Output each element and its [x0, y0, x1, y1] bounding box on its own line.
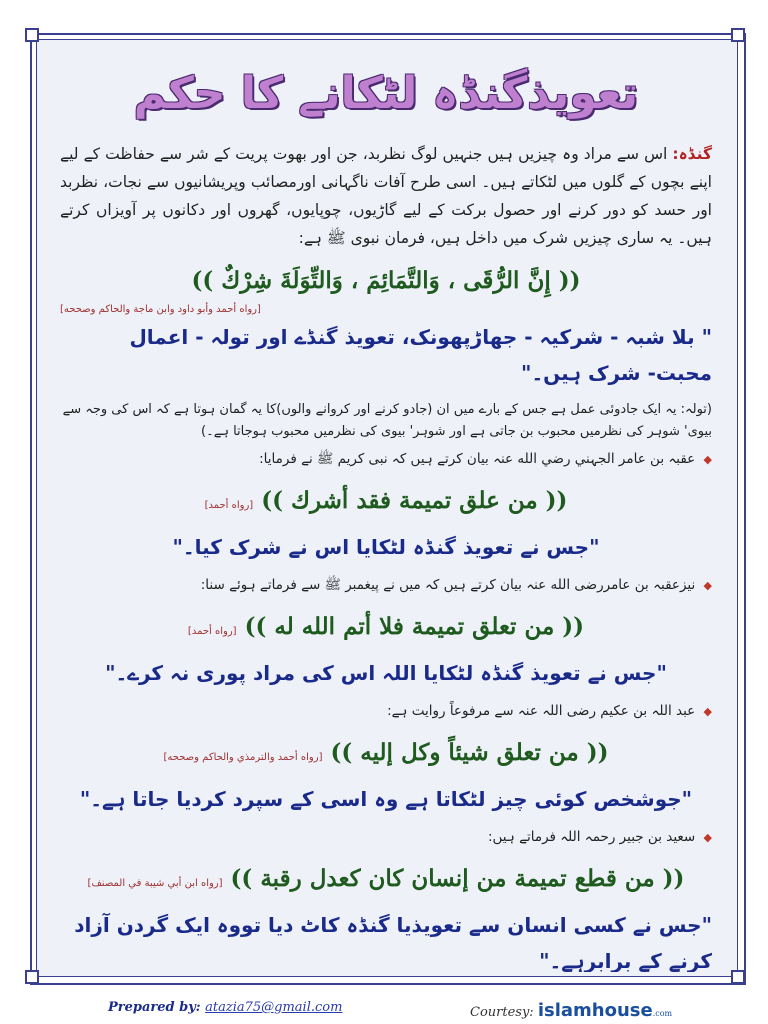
hadith-3 [60, 610, 712, 649]
narration-3 [60, 699, 712, 724]
narration-2-text: نیزعقبہ بن عامررضی الله عنہ بیان کرتے ہیں کہ میں نے پیغمبر ﷺ سے فرماتے ہوئے سنا: [200, 577, 696, 593]
translation-1: " بلا شبہ - شرکیہ - جھاڑپھونک، تعویذ گنڈے اور تولہ - اعمال محبت- شرک ہیں۔" [129, 325, 712, 385]
note-tawlah: (تولہ: یہ ایک جادوئی عمل ہے جس کے بارے میں ان (جادو کرنے اور کروانے والوں)کا یہ گمان ہوتا ہے کہ اس کی وجہ سے بیوی' شوہر کی نظرمیں محبوب بن جاتی ہے اور شوہر' بیوی کی نظرمیں محبوب ہوجاتا ہے۔) [62, 402, 712, 439]
corner-ornament-bottom-left [25, 970, 39, 984]
hadith-2-source: [رواه أحمد] [204, 500, 254, 511]
hadith-2 [60, 484, 712, 523]
translation-5: "جس نے کسی انسان سے تعویذیا گنڈہ کاٹ دیا تووہ ایک گردن آزاد کرنے کے برابرہے۔" [74, 913, 712, 972]
prepared-by [108, 1000, 342, 1015]
hadith-4 [60, 736, 712, 775]
translation-2: "جس نے تعویذ گنڈہ لٹکایا اس نے شرک کیا۔" [172, 535, 600, 559]
hadith-1-source: [رواه أحمد وأبو داود وابن ماجة والحاكم وصححه] [60, 304, 261, 315]
prepared-label: Prepared by: [108, 1000, 201, 1015]
narration-4 [60, 825, 712, 850]
intro-lead: گنڈہ: [672, 145, 712, 163]
hadith-5 [60, 862, 712, 901]
hadith-4-source: [رواه أحمد والترمذي والحاكم وصححه] [163, 752, 323, 763]
intro-text: اس سے مراد وہ چیزیں ہیں جنہیں لوگ نظربد، جن اور بھوت پریت کے شر سے حفاظت کے لیے اپنے بچوں کے گلوں میں لٹکاتے ہیں۔ اسی طرح آفات ناگہانی اورمصائب وپریشانیوں سے نجات، نظربد اور حسد کو دور کرنے اور حصول برکت کے لیے گاڑیوں، چوپایوں، گھروں اور دکانوں پر آویزاں کرتے ہیں۔ یہ ساری چیزیں شرک میں داخل ہیں، فرمان نبوی ﷺ ہے: [60, 145, 712, 247]
hadith-1: (( إِنَّ الرُّقَى ، وَالتَّمَائِمَ ، وَالتِّوَلَةَ شِرْكٌ )) [191, 267, 581, 294]
narration-1 [60, 447, 712, 472]
narration-4-text: سعید بن جبیر رحمہ اللہ فرماتے ہیں: [487, 829, 696, 845]
intro-paragraph [60, 140, 712, 252]
bullet-icon: ◆ [703, 831, 712, 844]
page-title: تعویذگنڈہ لٹکانے کا حکم [133, 68, 639, 119]
brand-suffix: .com [652, 1009, 673, 1018]
document-content [60, 60, 712, 972]
hadith-5-source: [رواه ابن أبي شيبة في المصنف] [87, 878, 223, 889]
corner-ornament-bottom-right [731, 970, 745, 984]
bullet-icon: ◆ [703, 579, 712, 592]
narration-1-text: عقبہ بن عامر الجہني رضي الله عنہ بیان کرتے ہیں کہ نبی کریم ﷺ نے فرمایا: [259, 451, 696, 467]
narration-3-text: عبد اللہ بن عکیم رضی اللہ عنہ سے مرفوعاً روایت ہے: [387, 703, 696, 719]
hadith-2-text: (( من علق تميمة فقد أشرك )) [261, 487, 568, 514]
hadith-5-text: (( من قطع تميمة من إنسان كان كعدل رقبة )) [230, 865, 685, 892]
page-footer [0, 998, 768, 1024]
translation-3: "جس نے تعویذ گنڈہ لٹکایا اللہ اس کی مراد پوری نہ کرے۔" [105, 661, 667, 685]
corner-ornament-top-right [731, 28, 745, 42]
translation-4: "جوشخص کوئی چیز لٹکاتا ہے وہ اسی کے سپرد کردیا جاتا ہے۔" [79, 787, 693, 811]
bullet-icon: ◆ [703, 453, 712, 466]
bullet-icon: ◆ [703, 705, 712, 718]
hadith-3-text: (( من تعلق تميمة فلا أتم الله له )) [244, 613, 585, 640]
narration-2 [60, 573, 712, 598]
islamhouse-logo: islamhouse [537, 1000, 653, 1021]
hadith-3-source: [رواه أحمد] [187, 626, 237, 637]
corner-ornament-top-left [25, 28, 39, 42]
courtesy [470, 1000, 672, 1021]
email-link[interactable]: atazia75@gmail.com [205, 1000, 343, 1015]
hadith-4-text: (( من تعلق شيئاً وكل إليه )) [330, 739, 609, 766]
courtesy-label: Courtesy: [470, 1005, 534, 1020]
